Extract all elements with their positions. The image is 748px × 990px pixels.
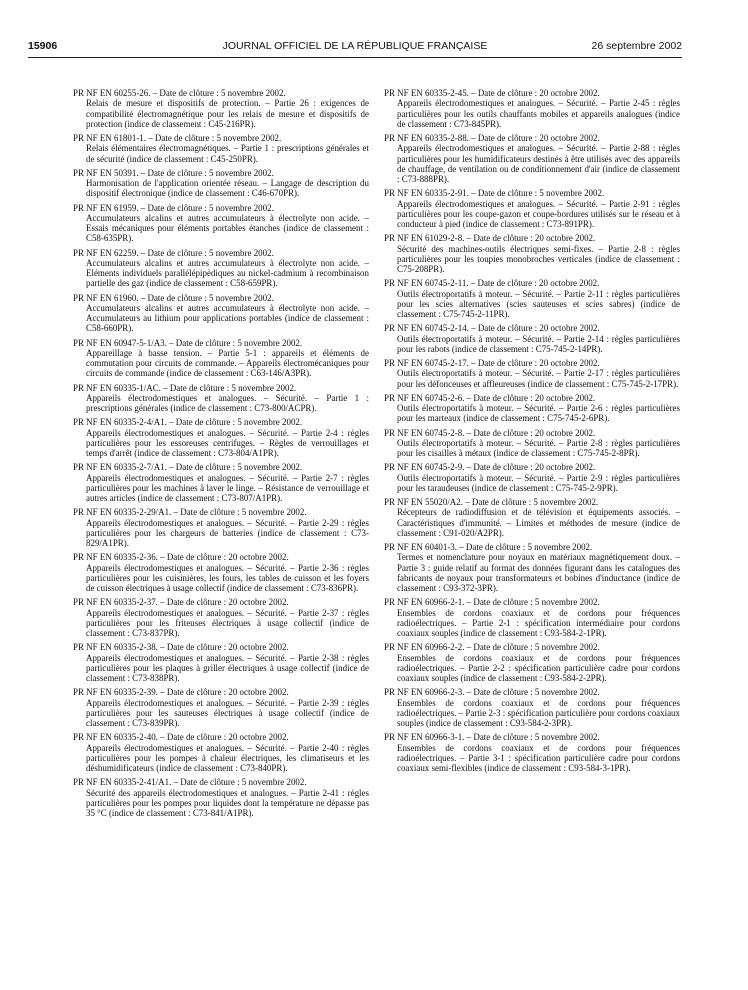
standard-reference: PR NF EN 60947-5-1/A3. – Date de clôture : 5 novembre 2002.: [73, 337, 303, 348]
standard-description: Appareils électrodomestiques et analogues. – Sécurité. – Partie 2-4 : règles particulières pour les essoreuses centrifuges. – Règles de verrouillages et temps d'arrêt (indice de classement : C73-804/A1PR).: [86, 427, 369, 458]
standard-reference: PR NF EN 60335-2-88. – Date de clôture : 20 octobre 2002.: [384, 133, 600, 143]
standard-description: Harmonisation de l'application orientée réseau. – Langage de description du dispositif électronique (indice de classement : C46-670PR).: [86, 178, 369, 199]
standard-reference: PR NF EN 60745-2-11. – Date de clôture : 20 octobre 2002.: [384, 278, 600, 289]
left-column: [73, 88, 369, 822]
standard-entry: [384, 188, 680, 229]
standard-reference: PR NF EN 60966-2-1. – Date de clôture : 5 novembre 2002.: [384, 597, 600, 608]
standard-description: Appareils électrodomestiques et analogues. – Sécurité. – Partie 2-45 : règles particulières pour les outils chauffants mobiles et appareils analogues (indice de classement : C73-845PR).: [397, 98, 680, 129]
standard-reference: PR NF EN 60745-2-14. – Date de clôture : 20 octobre 2002.: [384, 323, 600, 334]
standard-reference: PR NF EN 60335-2-36. – Date de clôture : 20 octobre 2002.: [73, 552, 289, 563]
standard-entry: [73, 642, 369, 683]
standard-description: Outils électroportatifs à moteur. – Sécurité. – Partie 2-14 : règles particulières pour les rabots (indice de classement : C75-745-2-14PR).: [397, 333, 680, 354]
standard-description: Relais élémentaires électromagnétiques. – Partie 1 : prescriptions générales et de sécurité (indice de classement : C45-250PR).: [86, 143, 369, 164]
standard-entry: [73, 203, 369, 244]
standard-reference: PR NF EN 60335-2-4/A1. – Date de clôture : 5 novembre 2002.: [73, 417, 303, 428]
standard-description: Accumulateurs alcalins et autres accumulateurs à électrolyte non acide. – Accumulateurs au lithium pour applications portables (indice de classement : C58-660PR).: [86, 302, 369, 334]
standard-entry: [73, 417, 369, 458]
standard-reference: PR NF EN 50391. – Date de clôture : 5 novembre 2002.: [73, 167, 274, 178]
standard-description: Accumulateurs alcalins et autres accumulateurs à électrolyte non acide. – Essais mécaniques pour éléments portables étanches (indice de classement : C58-635PR).: [86, 212, 369, 244]
standard-reference: PR NF EN 60745-2-8. – Date de clôture : 20 octobre 2002.: [384, 427, 596, 438]
standard-entry: [384, 323, 680, 354]
journal-title: JOURNAL OFFICIEL DE LA RÉPUBLIQUE FRANÇAISE: [222, 40, 488, 52]
standard-entry: [73, 552, 369, 593]
standard-description: Appareils électrodomestiques et analogues. – Sécurité. – Partie 1 : prescriptions générales (indice de classement : C73-800/ACPR).: [86, 392, 369, 413]
standard-reference: PR NF EN 60255-26. – Date de clôture : 5 novembre 2002.: [73, 88, 286, 98]
standard-description: Appareils électrodomestiques et analogues. – Sécurité. – Partie 2-91 : règles particulières pour les coupe-gazon et coupe-bordures utilisés sur le réseau et à conducteur à pied (indice de classement : C73-891PR).: [397, 198, 680, 229]
standard-reference: PR NF EN 60401-3. – Date de clôture : 5 novembre 2002.: [384, 542, 593, 552]
standard-description: Termes et nomenclature pour noyaux en matériaux magnétiquement doux. – Partie 3 : guide relatif au format des données figurant dans les catalogues des fabricants de noyaux pour transformateurs et bobines d'inductance (indice de classement : C93-372-3PR).: [397, 552, 680, 593]
standard-description: Appareils électrodomestiques et analogues. – Sécurité. – Partie 2-88 : règles particulières pour les humidificateurs destinés à être utilisés avec des appareils de chauffage, de ventilation ou de conditionnement d'air (indice de classement : C73-888PR).: [397, 143, 680, 184]
standard-description: Appareils électrodomestiques et analogues. – Sécurité. – Partie 2-7 : règles particulières pour les machines à laver le linge. – Résistance de verrouillage et autres articles (indice de classement : C73-807/A1PR).: [86, 472, 369, 503]
standard-reference: PR NF EN 61960. – Date de clôture : 5 novembre 2002.: [73, 292, 274, 303]
standard-entry: [73, 732, 369, 773]
issue-date: 26 septembre 2002: [591, 40, 682, 52]
standard-entry: [384, 358, 680, 389]
standard-description: Appareils électrodomestiques et analogues. – Sécurité. – Partie 2-38 : règles particulières pour les plaques à griller électriques à usage collectif (indice de classement : C73-838PR).: [86, 652, 369, 683]
standard-entry: [73, 462, 369, 503]
standard-entry: [73, 383, 369, 414]
standard-reference: PR NF EN 60966-2-3. – Date de clôture : 5 novembre 2002.: [384, 687, 600, 698]
standard-reference: PR NF EN 60966-3-1. – Date de clôture : 5 novembre 2002.: [384, 732, 600, 743]
standard-description: Sécurité des machines-outils électriques semi-fixes. – Partie 2-8 : règles particulières pour les toupies monobroches verticales (indice de classement : C75-208PR).: [397, 243, 680, 274]
standard-entry: [73, 507, 369, 548]
standard-description: Appareillage à basse tension. – Partie 5-1 : appareils et éléments de commutation pour circuits de commande. – Appareils électromécaniques pour circuits de commande (indice de classement : C63-146/A3PR).: [86, 347, 369, 379]
standard-entry: [384, 393, 680, 424]
standard-reference: PR NF EN 60335-2-7/A1. – Date de clôture : 5 novembre 2002.: [73, 462, 303, 473]
standard-entry: [73, 293, 369, 334]
standard-reference: PR NF EN 60335-2-91. – Date de clôture : 5 novembre 2002.: [384, 188, 605, 199]
standard-entry: [384, 88, 680, 129]
standard-reference: PR NF EN 60745-2-6. – Date de clôture : 20 octobre 2002.: [384, 392, 596, 403]
standard-entry: [384, 687, 680, 728]
standard-description: Appareils électrodomestiques et analogues. – Sécurité. – Partie 2-40 : règles particulières pour les pompes à chaleur électriques, les climatiseurs et les déshumidificateurs (indice de classement : C73-840PR).: [86, 742, 369, 773]
standard-entry: [73, 248, 369, 289]
standard-description: Outils électroportatifs à moteur. – Sécurité. – Partie 2-17 : règles particulières pour les défonceuses et affleureuses (indice de classement : C75-745-2-17PR).: [397, 368, 680, 389]
standard-entry: [73, 133, 369, 164]
standard-reference: PR NF EN 60335-2-37. – Date de clôture : 20 octobre 2002.: [73, 597, 289, 608]
standard-entry: [384, 542, 680, 593]
standard-reference: PR NF EN 60745-2-9. – Date de clôture : 20 octobre 2002.: [384, 462, 596, 473]
standard-reference: PR NF EN 62259. – Date de clôture : 5 novembre 2002.: [73, 247, 274, 258]
standard-entry: [384, 642, 680, 683]
standard-description: Appareils électrodomestiques et analogues. – Sécurité. – Partie 2-37 : règles particulières pour les friteuses électriques à usage collectif (indice de classement : C73-837PR).: [86, 607, 369, 638]
standard-entry: [73, 687, 369, 728]
standard-entry: [73, 777, 369, 818]
standard-entry: [384, 133, 680, 184]
standard-reference: PR NF EN 60335-2-45. – Date de clôture : 20 octobre 2002.: [384, 88, 600, 98]
standard-entry: [73, 168, 369, 199]
standard-reference: PR NF EN 61959. – Date de clôture : 5 novembre 2002.: [73, 202, 274, 213]
standard-description: Ensembles de cordons coaxiaux et de cordons pour fréquences radioélectriques. – Partie 2-2 : spécification particulière cadre pour cordons coaxiaux souples (indice de classement : C93-584-2-2PR).: [397, 652, 680, 683]
standard-reference: PR NF EN 60966-2-2. – Date de clôture : 5 novembre 2002.: [384, 642, 600, 653]
standard-description: Appareils électrodomestiques et analogues. – Sécurité. – Partie 2-36 : règles particulières pour les cuisinières, les fours, les tables de cuisson et les foyers de cuisson électriques à usage collectif (indice de classement : C73-836PR).: [86, 562, 369, 593]
standard-entry: [384, 278, 680, 319]
header-rule: [28, 57, 682, 58]
standard-description: Outils électroportatifs à moteur. – Sécurité. – Partie 2-8 : règles particulières pour les cisailles à métaux (indice de classement : C75-745-2-8PR).: [397, 437, 680, 458]
standard-reference: PR NF EN 60335-2-29/A1. – Date de clôture : 5 novembre 2002.: [73, 507, 307, 518]
standard-description: Ensembles de cordons coaxiaux et de cordons pour fréquences radioélectriques. – Partie 2-1 : spécification intermédiaire pour cordons coaxiaux souples (indice de classement : C93-584-2-1PR).: [397, 607, 680, 638]
standard-reference: PR NF EN 60335-1/AC. – Date de clôture : 5 novembre 2002.: [73, 382, 297, 393]
standard-reference: PR NF EN 60335-2-40. – Date de clôture : 20 octobre 2002.: [73, 732, 289, 743]
right-column: [384, 88, 680, 777]
standard-reference: PR NF EN 60745-2-17. – Date de clôture : 20 octobre 2002.: [384, 358, 600, 368]
standard-entry: [384, 462, 680, 493]
standard-entry: [384, 233, 680, 274]
standard-description: Outils électroportatifs à moteur. – Sécurité. – Partie 2-11 : règles particulières pour les scies alternatives (scies sauteuses et scies sabres) (indice de classement : C75-745-2-11PR).: [397, 288, 680, 319]
standard-reference: PR NF EN 60335-2-39. – Date de clôture : 20 octobre 2002.: [73, 687, 289, 698]
standard-description: Relais de mesure et dispositifs de protection. – Partie 26 : exigences de compatibilité électromagnétique pour les relais de mesure et dispositifs de protection (indice de classement : C45-216PR).: [86, 98, 369, 129]
standard-description: Outils électroportatifs à moteur. – Sécurité. – Partie 2-9 : règles particulières pour les taraudeuses (indice de classement : C75-745-2-9PR).: [397, 472, 680, 493]
page-header: [28, 40, 682, 56]
standard-description: Ensembles de cordons coaxiaux et de cordons pour fréquences radioélectriques. – Partie 2-3 : spécification particulière pour cordons coaxiaux souples (indice de classement : C93-584-2-3PR).: [397, 697, 680, 728]
standard-description: Appareils électrodomestiques et analogues. – Sécurité. – Partie 2-29 : règles particulières pour les chargeurs de batteries (indice de classement : C73-829/A1PR).: [86, 517, 369, 548]
standard-reference: PR NF EN 60335-2-38. – Date de clôture : 20 octobre 2002.: [73, 642, 289, 653]
standard-entry: [73, 338, 369, 379]
standard-entry: [73, 88, 369, 129]
standard-entry: [73, 597, 369, 638]
standard-entry: [384, 732, 680, 773]
page-number: 15906: [28, 40, 58, 52]
standard-description: Récepteurs de radiodiffusion et de télévision et équipements associés. – Caractéristiques d'immunité. – Limites et méthodes de mesure (indice de classement : C91-020/A2PR).: [397, 507, 680, 538]
standard-entry: [384, 597, 680, 638]
standard-entry: [384, 497, 680, 538]
standard-reference: PR NF EN 60335-2-41/A1. – Date de clôture : 5 novembre 2002.: [73, 777, 307, 788]
standard-description: Sécurité des appareils électrodomestiques et analogues. – Partie 2-41 : règles particulières pour les pompes pour liquides dont la température ne dépasse pas 35 °C (indice de classement : C73-841/A1PR).: [86, 787, 369, 818]
standard-entry: [384, 428, 680, 459]
standard-description: Outils électroportatifs à moteur. – Sécurité. – Partie 2-6 : règles particulières pour les marteaux (indice de classement : C75-745-2-6PR).: [397, 403, 680, 424]
standard-reference: PR NF EN 61029-2-8. – Date de clôture : 20 octobre 2002.: [384, 233, 596, 244]
standard-reference: PR NF EN 61801-1. – Date de clôture : 5 novembre 2002.: [73, 133, 282, 143]
standard-description: Appareils électrodomestiques et analogues. – Sécurité. – Partie 2-39 : règles particulières pour les sauteuses électriques à usage collectif (indice de classement : C73-839PR).: [86, 697, 369, 728]
standard-description: Ensembles de cordons coaxiaux et de cordons pour fréquences radioélectriques. – Partie 3-1 : spécification particulière cadre pour cordons coaxiaux semi-flexibles (indice de classement : C93-584-3-1PR).: [397, 742, 680, 773]
standard-description: Accumulateurs alcalins et autres accumulateurs à électrolyte non acide. – Eléments individuels parallélépipèdiques au nickel-cadmium à recombinaison partielle des gaz (indice de classement : C58-659PR).: [86, 257, 369, 289]
standard-reference: PR NF EN 55020/A2. – Date de clôture : 5 novembre 2002.: [384, 497, 599, 507]
